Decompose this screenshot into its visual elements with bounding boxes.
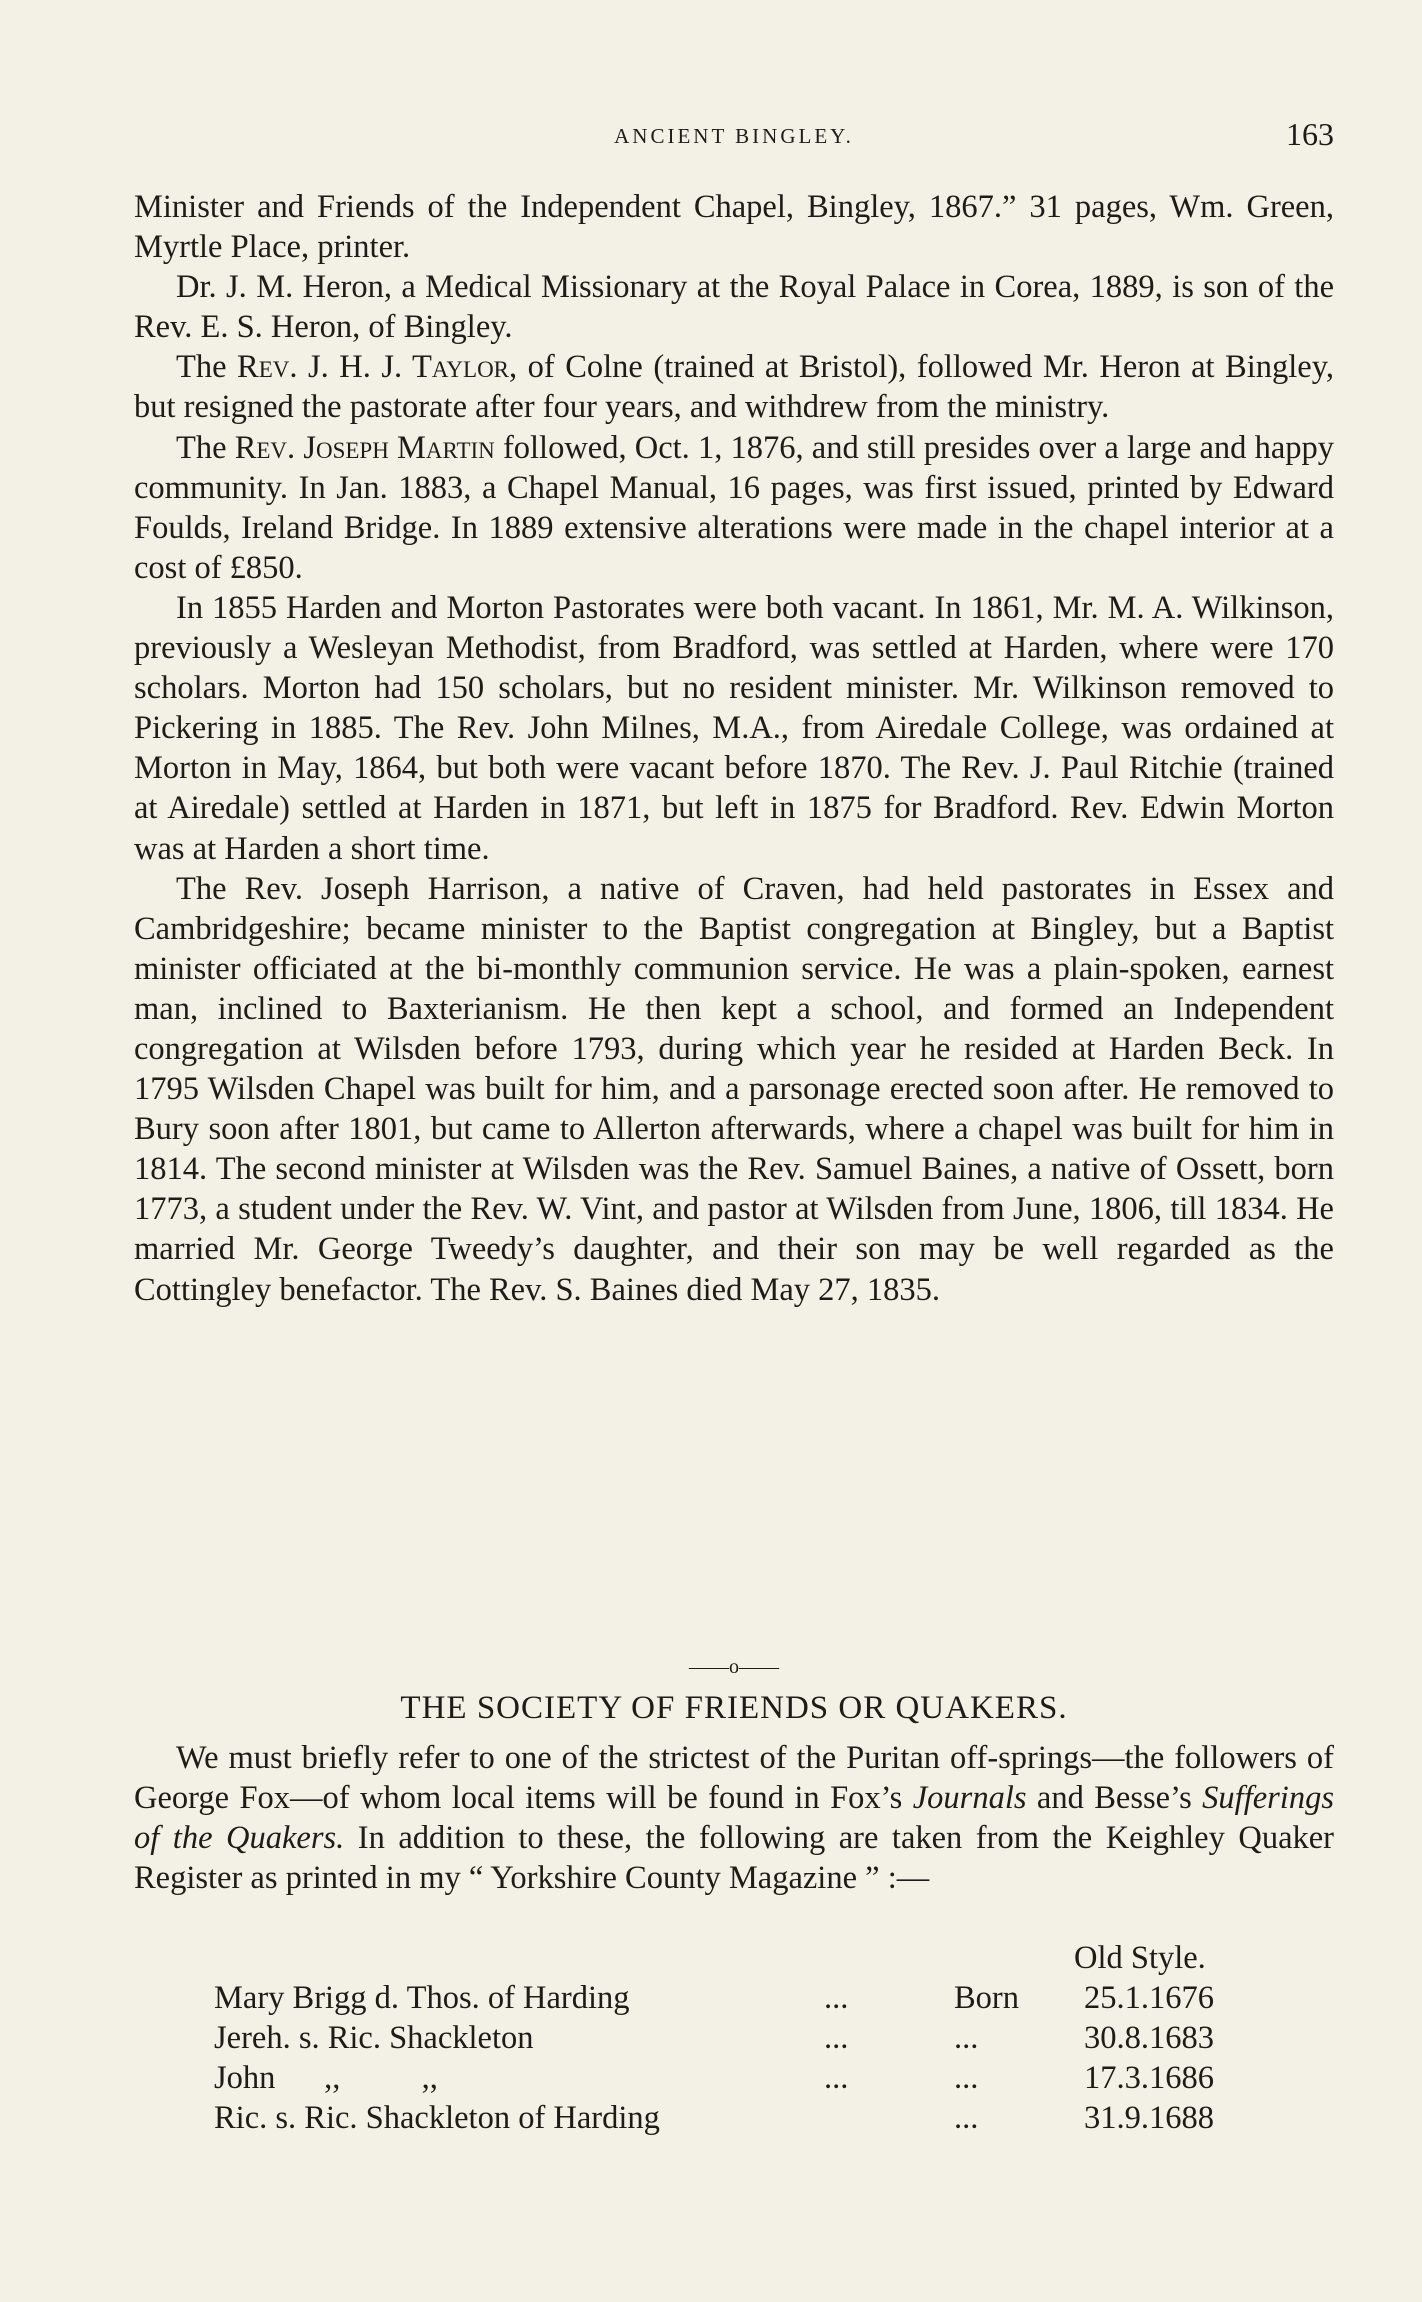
register-born: ...: [954, 2020, 979, 2056]
paragraph-2: Dr. J. M. Heron, a Medical Missionary at the Royal Palace in Corea, 1889, is son of the Rev. E. S. Heron, of Bingley.: [134, 269, 1334, 346]
sufferings-title: Sufferings of the Quakers.: [134, 1780, 1334, 1857]
register-name: John ,, ,,: [214, 2060, 438, 2096]
register-row: [134, 2058, 1334, 2098]
register-name: Jereh. s. Ric. Shackleton: [214, 2020, 534, 2056]
quakers-intro: [134, 1738, 1334, 1898]
paragraph-6: The Rev. Joseph Harrison, a native of Craven, had held pastorates in Essex and Cambridgeshire; became minister to the Baptist congregation at Bingley, but a Baptist minister officiated at the bi-monthly communion service. He was a plain-spoken, earnest man, inclined to Baxterianism. He then kept a school, and formed an Independent congregation at Wilsden before 1793, during which year he resided at Harden Beck. In 1795 Wilsden Chapel was built for him, and a parsonage erected soon after. He removed to Bury soon after 1801, but came to Allerton afterwards, where a chapel was built for him in 1814. The second minister at Wilsden was the Rev. Samuel Baines, a native of Ossett, born 1773, a student under the Rev. W. Vint, and pastor at Wilsden from June, 1806, till 1834. He married Mr. George Tweedy’s daughter, and their son may be well regarded as the Cottingley benefactor. The Rev. S. Baines died May 27, 1835.: [134, 870, 1334, 1308]
section-text: [134, 1738, 1334, 1898]
register-row: [134, 2098, 1334, 2138]
register-row: [134, 1978, 1334, 2018]
paragraph-3-rest: , of Colne (trained at Bristol), followed Mr. Heron at Bingley, but resigned the pastorate after four years, and withdrew from the ministry.: [134, 349, 1334, 426]
register-date: 30.8.1683: [1084, 2020, 1214, 2056]
paragraph-5: In 1855 Harden and Morton Pastorates were both vacant. In 1861, Mr. M. A. Wilkinson, previously a Wesleyan Methodist, from Bradford, was settled at Harden, where were 170 scholars. Morton had 150 scholars, but no resident minister. Mr. Wilkinson removed to Pickering in 1885. The Rev. John Milnes, M.A., from Airedale College, was ordained at Morton in May, 1864, but both were vacant before 1870. The Rev. J. Paul Ritchie (trained at Airedale) settled at Harden in 1871, but left in 1875 for Bradford. Rev. Edwin Morton was at Harden a short time.: [134, 589, 1334, 867]
page-header: [134, 116, 1334, 156]
section-divider: ——o——: [689, 1656, 779, 1678]
rev-taylor-name: Rev. J. H. J. Taylor: [237, 349, 510, 386]
register-row: [134, 2018, 1334, 2058]
rev-martin-name: Rev. Joseph Martin: [234, 429, 495, 466]
register-leader: ...: [824, 2020, 849, 2056]
quakers-intro-part-2: and Besse’s: [1026, 1780, 1203, 1817]
register-header: [134, 1938, 1334, 1978]
journals-title: Journals: [912, 1780, 1027, 1817]
quaker-register: [134, 1938, 1334, 2138]
paragraph-4-rest: followed, Oct. 1, 1876, and still presides over a large and happy community. In Jan. 1883, a Chapel Manual, 16 pages, was first issued, printed by Edward Foulds, Ireland Bridge. In 1889 extensive alterations were made in the chapel interior at a cost of £850.: [134, 429, 1335, 586]
register-leader: ...: [824, 1980, 849, 2016]
paragraph-4-start: The: [176, 429, 235, 466]
register-date: 17.3.1686: [1084, 2060, 1214, 2096]
section-heading: THE SOCIETY OF FRIENDS OR QUAKERS.: [400, 1690, 1068, 1726]
register-name: Ric. s. Ric. Shackleton of Harding: [214, 2100, 660, 2136]
register-born: ...: [954, 2100, 979, 2136]
quakers-intro-part-1: We must briefly refer to one of the strictest of the Puritan off-springs—the followers of George Fox—of whom local items will be found in Fox’s: [134, 1740, 1334, 1817]
register-leader: ...: [824, 2060, 849, 2096]
paragraph-4: [134, 428, 1334, 588]
paragraph-1: Minister and Friends of the Independent Chapel, Bingley, 1867.” 31 pages, Wm. Green, Myrtle Place, printer.: [134, 189, 1334, 266]
register-born: Born: [954, 1980, 1019, 2016]
register-name: Mary Brigg d. Thos. of Harding: [214, 1980, 630, 2016]
old-style-label: Old Style.: [1074, 1940, 1206, 1976]
page-number: 163: [1286, 116, 1334, 152]
paragraph-3-start: The: [176, 349, 238, 386]
quakers-intro-part-3: In addition to these, the following are taken from the Keighley Quaker Register as printed in my “ Yorkshire County Magazine ” :—: [134, 1820, 1334, 1897]
body-text: [134, 187, 1334, 1310]
register-born: ...: [954, 2060, 979, 2096]
register-date: 31.9.1688: [1084, 2100, 1214, 2136]
running-title: ANCIENT BINGLEY.: [614, 124, 854, 148]
paragraph-3: [134, 347, 1334, 427]
register-date: 25.1.1676: [1084, 1980, 1214, 2016]
